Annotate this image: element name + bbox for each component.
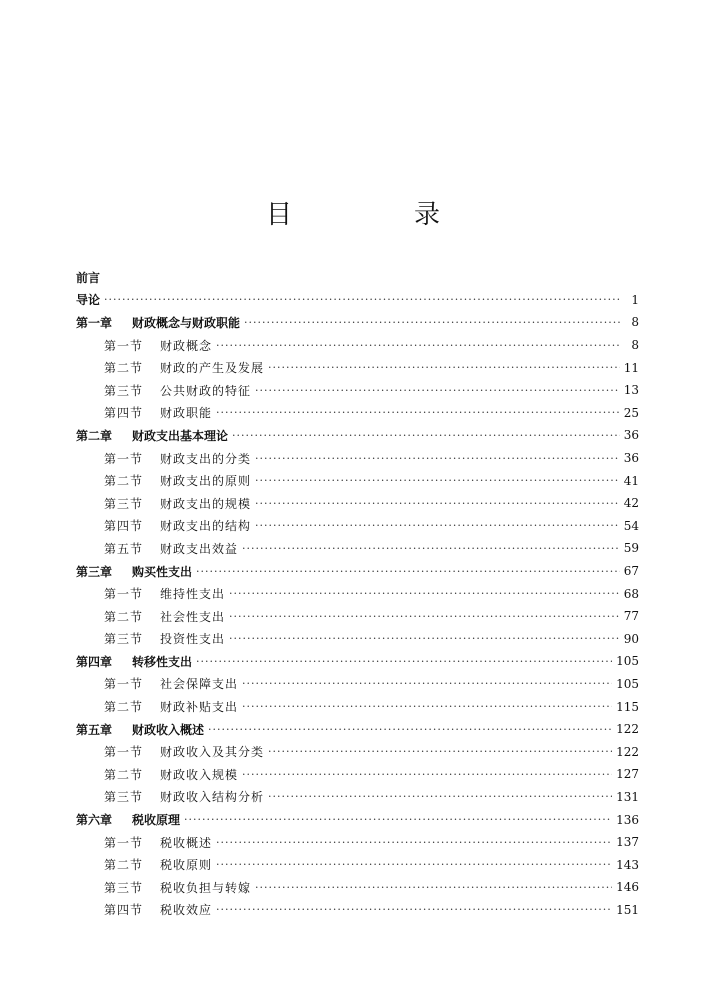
toc-entry-page: 59 [623,541,639,556]
dot-leader [216,836,612,849]
toc-entry-number: 第一节 [104,835,144,850]
toc-entry-title: 财政收入规模 [160,767,239,782]
toc-entry[interactable] [76,379,639,402]
dot-leader [244,316,621,329]
toc-entry[interactable] [76,718,639,741]
page-title: 目 录 [265,200,488,230]
toc-entry-page: 77 [623,609,639,624]
toc-entry-page: 54 [623,518,639,533]
dot-leader [208,723,612,736]
toc-entry[interactable] [76,289,639,312]
toc-entry[interactable] [76,695,639,718]
toc-entry-title: 财政支出基本理论 [132,428,229,443]
dot-leader [268,790,612,803]
dot-leader [255,519,620,532]
toc-entry[interactable] [76,402,639,425]
dot-leader [242,768,612,781]
toc-entry-number: 第一节 [104,677,144,692]
toc-entry-page: 137 [616,835,639,850]
toc-entry-page: 105 [616,654,639,669]
toc-entry-number: 第二节 [104,767,144,782]
dot-leader [216,406,620,419]
toc-entry-number: 第一章 [76,315,113,330]
toc-entry-title: 税收效应 [160,903,213,918]
toc-entry-title: 税收原理 [132,813,181,828]
toc-entry-title: 社会性支出 [160,609,226,624]
toc-entry[interactable] [76,628,639,651]
dot-leader [229,632,620,645]
toc-entry-page: 122 [616,744,639,759]
dot-leader [184,813,612,826]
toc-entry-page: 36 [623,428,639,443]
toc-entry-title: 税收负担与转嫁 [160,880,252,895]
toc-entry-page: 122 [616,722,639,737]
dot-leader [255,497,620,510]
toc-entry[interactable] [76,266,639,289]
toc-entry-number: 第二节 [104,858,144,873]
toc-entry[interactable] [76,424,639,447]
toc-entry[interactable] [76,605,639,628]
toc-entry-title: 购买性支出 [132,564,193,579]
toc-entry-page: 67 [623,564,639,579]
toc-entry-title: 财政支出的原则 [160,474,252,489]
dot-leader [242,700,612,713]
toc-entry[interactable] [76,786,639,809]
toc-entry-title: 转移性支出 [132,654,193,669]
toc-entry[interactable] [76,853,639,876]
toc-entry-page: 90 [623,631,639,646]
toc-entry-title: 财政职能 [160,406,213,421]
toc-entry-number: 第三章 [76,564,113,579]
toc-entry[interactable] [76,876,639,899]
toc-entry-page: 131 [616,789,639,804]
dot-leader [268,745,612,758]
toc-entry-page: 151 [616,902,639,917]
toc-entry[interactable] [76,808,639,831]
toc-entry-number: 第四章 [76,654,113,669]
dot-leader [255,881,612,894]
toc-entry-page: 136 [616,812,639,827]
dot-leader [229,610,620,623]
toc-entry-title: 财政支出的规模 [160,496,252,511]
toc-entry-title: 维持性支出 [160,587,226,602]
dot-leader [196,565,620,578]
toc-entry-number: 第五节 [104,541,144,556]
toc-entry-title: 公共财政的特征 [160,383,252,398]
toc-entry-title: 导论 [76,293,101,308]
dot-leader [255,384,620,397]
toc-entry-page: 25 [623,405,639,420]
toc-entry[interactable] [76,740,639,763]
toc-entry-number: 第二节 [104,361,144,376]
toc-entry-number: 第一节 [104,587,144,602]
dot-leader [242,677,612,690]
dot-leader [216,903,612,916]
toc-entry-number: 第四节 [104,903,144,918]
toc-entry-title: 税收原则 [160,858,213,873]
toc-entry-number: 第一节 [104,451,144,466]
toc-entry-page: 41 [623,473,639,488]
dot-leader [232,429,620,442]
toc-entry-title: 财政概念 [160,338,213,353]
toc-entry-title: 财政补贴支出 [160,700,239,715]
toc-entry-page: 8 [631,338,639,353]
toc-entry[interactable] [76,673,639,696]
toc-entry-page: 146 [616,880,639,895]
toc-entry-title: 财政支出的结构 [160,519,252,534]
toc-entry[interactable] [76,560,639,583]
toc-entry-title: 财政收入及其分类 [160,745,265,760]
toc-entry[interactable] [76,650,639,673]
toc-entry-page: 143 [616,857,639,872]
toc-entry-page: 11 [623,360,639,375]
toc-entry-number: 第三节 [104,880,144,895]
toc-entry-title: 财政的产生及发展 [160,361,265,376]
toc-entry-page: 42 [623,496,639,511]
toc-entry-number: 第一节 [104,745,144,760]
toc-entry-number: 第三节 [104,496,144,511]
toc-entry[interactable] [76,537,639,560]
toc-entry-number: 第三节 [104,383,144,398]
toc-entry[interactable] [76,356,639,379]
toc-entry-title: 财政支出效益 [160,541,239,556]
toc-entry[interactable] [76,334,639,357]
dot-leader [196,655,612,668]
toc-entry[interactable] [76,763,639,786]
toc-entry-number: 第二章 [76,428,113,443]
toc-entry-number: 第四节 [104,406,144,421]
toc-entry-page: 13 [623,383,639,398]
table-of-contents [76,266,639,921]
toc-entry[interactable] [76,899,639,922]
toc-entry-title: 税收概述 [160,835,213,850]
dot-leader [229,587,620,600]
toc-entry[interactable] [76,582,639,605]
toc-entry-number: 第二节 [104,474,144,489]
toc-entry-title: 财政概念与财政职能 [132,315,241,330]
dot-leader [216,339,621,352]
toc-entry-title: 财政收入概述 [132,722,205,737]
toc-entry-number: 第三节 [104,790,144,805]
toc-entry-page: 127 [616,767,639,782]
dot-leader [104,293,621,306]
toc-entry-title: 财政收入结构分析 [160,790,265,805]
toc-entry-title: 社会保障支出 [160,677,239,692]
toc-entry-number: 第五章 [76,722,113,737]
toc-entry-number: 第四节 [104,519,144,534]
toc-entry-page: 36 [623,451,639,466]
toc-entry[interactable] [76,515,639,538]
toc-entry[interactable] [76,831,639,854]
toc-entry-page: 1 [631,292,639,307]
toc-entry-title: 前言 [76,270,101,285]
toc-entry-number: 第三节 [104,632,144,647]
toc-entry-page: 105 [616,676,639,691]
toc-entry-title: 投资性支出 [160,632,226,647]
toc-entry-page: 115 [616,699,639,714]
toc-entry-title: 财政支出的分类 [160,451,252,466]
dot-leader [255,474,620,487]
toc-entry[interactable] [76,469,639,492]
toc-entry-page: 68 [623,586,639,601]
toc-entry[interactable] [76,311,639,334]
dot-leader [242,542,620,555]
dot-leader [255,452,620,465]
toc-entry-number: 第六章 [76,813,113,828]
toc-entry-page: 8 [631,315,639,330]
dot-leader [268,361,620,374]
toc-entry[interactable] [76,492,639,515]
dot-leader [216,858,612,871]
toc-entry-number: 第一节 [104,338,144,353]
toc-entry-number: 第二节 [104,700,144,715]
toc-entry-number: 第二节 [104,609,144,624]
toc-entry[interactable] [76,447,639,470]
